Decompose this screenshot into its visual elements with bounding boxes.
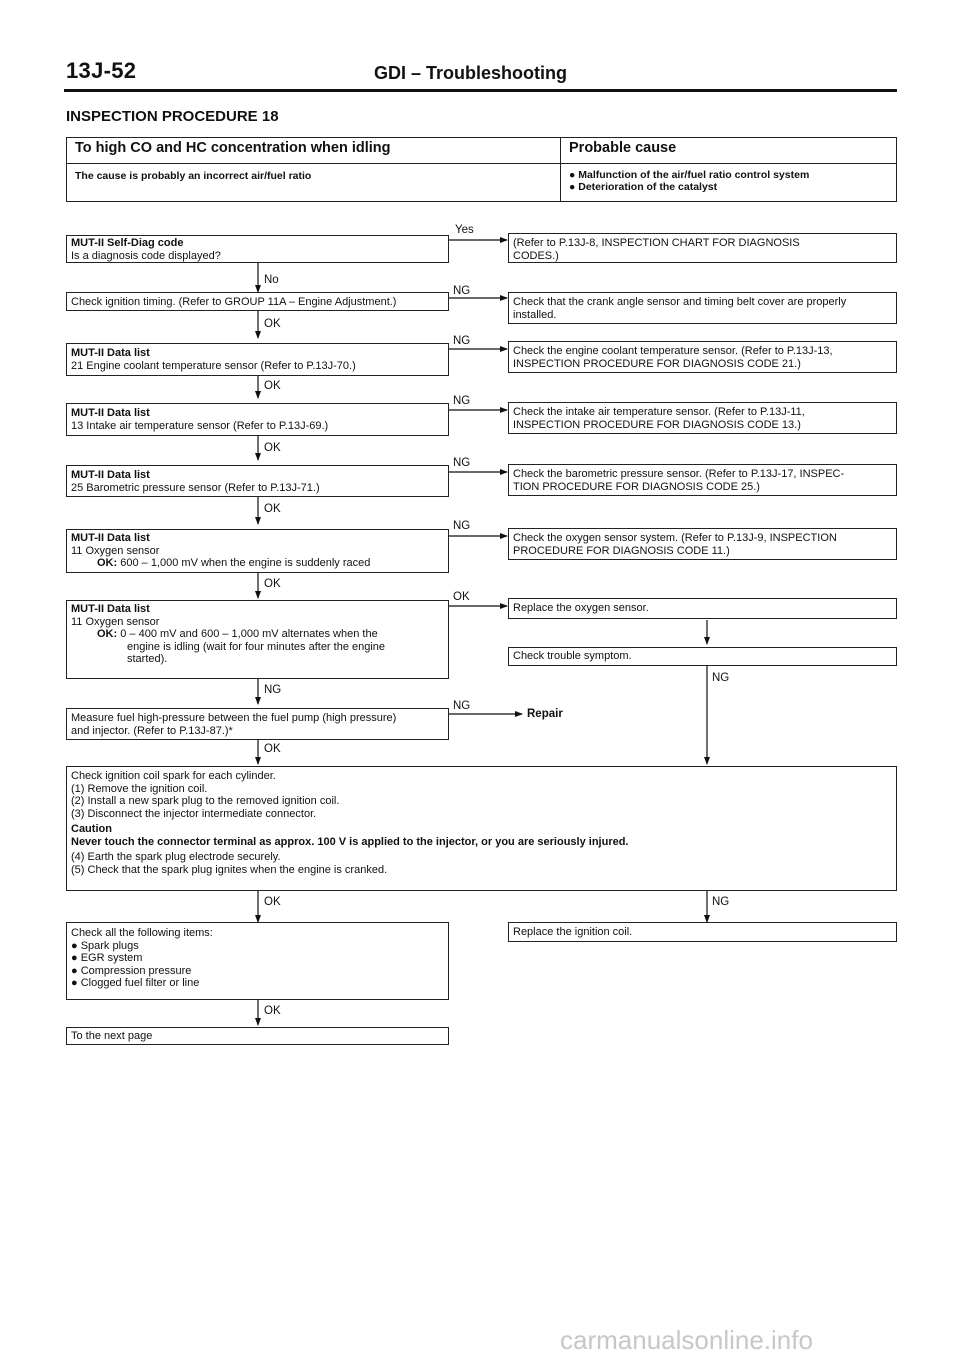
ok-label: OK (264, 896, 281, 908)
ng-label: NG (453, 335, 471, 347)
step-self-diag: MUT-II Self-Diag code Is a diagnosis code displayed? (66, 235, 449, 263)
result-diag-chart: (Refer to P.13J-8, INSPECTION CHART FOR DIAGNOSIS CODES.) (508, 233, 897, 263)
step-next-page: To the next page (66, 1027, 449, 1045)
ng-label: NG (712, 896, 730, 908)
caution-heading: Caution (71, 823, 112, 835)
ng-label: NG (453, 457, 471, 469)
cause-item: ● Malfunction of the air/fuel ratio control system (569, 169, 810, 181)
result-oxygen-system: Check the oxygen sensor system. (Refer to P.13J-9, INSPECTION PROCEDURE FOR DIAGNOSIS CODE 11.) (508, 528, 897, 560)
ng-label: NG (453, 285, 471, 297)
result-replace-ignition-coil: Replace the ignition coil. (508, 922, 897, 942)
page-title: GDI – Troubleshooting (374, 63, 567, 83)
ok-label: OK (264, 743, 281, 755)
procedure-title: INSPECTION PROCEDURE 18 (66, 108, 279, 125)
ok-label: OK (453, 591, 470, 603)
ng-label: NG (712, 672, 730, 684)
ok-label: OK (264, 442, 281, 454)
step-barometric: MUT-II Data list 25 Barometric pressure sensor (Refer to P.13J-71.) (66, 465, 449, 497)
caution-warning: Never touch the connector terminal as approx. 100 V is applied to the injector, or you are seriously injured. (71, 835, 629, 848)
result-intake-sensor: Check the intake air temperature sensor. (Refer to P.13J-11, INSPECTION PROCEDURE FOR DIAGNOSIS CODE 13.) (508, 402, 897, 434)
ok-label: OK (264, 380, 281, 392)
result-replace-oxygen: Replace the oxygen sensor. (508, 598, 897, 619)
probable-cause-header: Probable cause (560, 137, 897, 164)
watermark: carmanualsonline.info (560, 1325, 813, 1355)
step-fuel-pressure: Measure fuel high-pressure between the fuel pump (high pressure) and injector. (Refer to P.13J-87.)* (66, 708, 449, 740)
step-oxygen-raced: MUT-II Data list 11 Oxygen sensor OK: 600 – 1,000 mV when the engine is suddenly raced (66, 529, 449, 573)
ok-label: OK (264, 1005, 281, 1017)
ng-label: NG (264, 684, 282, 696)
ng-label: NG (453, 700, 471, 712)
result-barometric-sensor: Check the barometric pressure sensor. (Refer to P.13J-17, INSPEC- TION PROCEDURE FOR DIAGNOSIS CODE 25.) (508, 464, 897, 496)
symptom-description: The cause is probably an incorrect air/fuel ratio (66, 163, 561, 202)
ok-label: OK (264, 503, 281, 515)
step-oxygen-idle: MUT-II Data list 11 Oxygen sensor OK: 0 – 400 mV and 600 – 1,000 mV alternates when the engine is idling (wait for four minutes after the engine started). (66, 600, 449, 679)
symptom-header: To high CO and HC concentration when idling (66, 137, 561, 164)
result-check-trouble: Check trouble symptom. (508, 647, 897, 666)
yes-label: Yes (455, 224, 474, 236)
step-coolant-temp: MUT-II Data list 21 Engine coolant temperature sensor (Refer to P.13J-70.) (66, 343, 449, 376)
ok-label: OK (264, 318, 281, 330)
ng-label: NG (453, 395, 471, 407)
ng-label: NG (453, 520, 471, 532)
step-ignition-timing: Check ignition timing. (Refer to GROUP 11A – Engine Adjustment.) (66, 292, 449, 311)
step-check-items: Check all the following items: ● Spark plugs ● EGR system ● Compression pressure ● Clogged fuel filter or line (66, 922, 449, 1000)
step-intake-air-temp: MUT-II Data list 13 Intake air temperature sensor (Refer to P.13J-69.) (66, 403, 449, 436)
page-code: 13J-52 (66, 58, 137, 83)
step-ignition-coil-spark: Check ignition coil spark for each cylinder. (1) Remove the ignition coil. (2) Install a new spark plug to the removed ignition coil. (3) Disconnect the injector intermediate connector. Caution Never touch the connector terminal as approx. 100 V is applied to the injector, or you are seriously injured. (4) Earth the spark plug electrode securely. (5) Check that the spark plug ignites when the engine is cranked. (66, 766, 897, 891)
ok-label: OK (264, 578, 281, 590)
list-item: ● Spark plugs (71, 939, 139, 952)
list-item: ● EGR system (71, 952, 143, 964)
no-label: No (264, 274, 279, 286)
list-item: ● Compression pressure (71, 964, 192, 977)
list-item: ● Clogged fuel filter or line (71, 977, 200, 989)
cause-item: ● Deterioration of the catalyst (569, 181, 718, 193)
result-coolant-sensor: Check the engine coolant temperature sensor. (Refer to P.13J-13, INSPECTION PROCEDURE FOR DIAGNOSIS CODE 21.) (508, 341, 897, 373)
result-repair: Repair (527, 708, 563, 720)
result-crank-sensor: Check that the crank angle sensor and timing belt cover are properly installed. (508, 292, 897, 324)
